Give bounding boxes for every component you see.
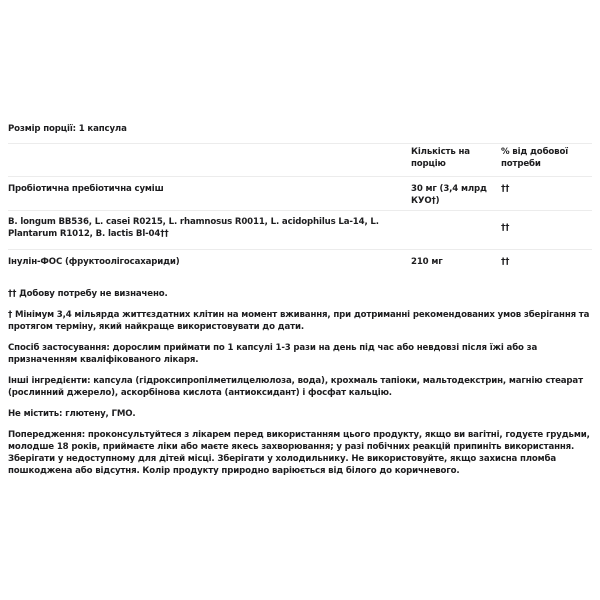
- daily-value-note: †† Добову потребу не визначено.: [8, 289, 168, 299]
- header-amount: Кількість на порцію: [411, 144, 501, 177]
- minimum-note: † Мінімум 3,4 мільярда життєздатних клітин на момент вживання, при дотриманні рекомендованих умов зберігання та протягом терміну, який найкраще використовувати до дати.: [8, 310, 590, 332]
- warning: Попередження: проконсультуйтеся з лікарем перед використанням цього продукту, якщо ви вагітні, годуєте грудьми, молодше 18 років, приймаєте ліки або маєте якесь захворювання; у разі побічних реакцій припиніть використання. Зберігати у недоступному для дітей місці. Зберігати у холодильнику. Не використовуйте, якщо захисна пломба пошкоджена або відсутня. Колір продукту природно варіюється від білого до коричневого.: [8, 430, 590, 476]
- table-row: [8, 211, 592, 250]
- supplement-table: [8, 144, 592, 272]
- header-ingredient: [8, 144, 411, 177]
- free-of: Не містить: глютену, ГМО.: [8, 409, 136, 419]
- ingredient-amount: 210 мг: [411, 257, 443, 267]
- ingredient-daily-value: ††: [501, 211, 592, 250]
- table-header: [8, 144, 592, 177]
- ingredient-amount: [411, 211, 501, 250]
- header-daily-value: % від добової потреби: [501, 144, 592, 177]
- usage-instructions: Спосіб застосування: дорослим приймати по 1 капсулі 1-3 рази на день під час або невдовзі після їжі або за призначенням кваліфікованого лікаря.: [8, 343, 538, 365]
- ingredient-name: Пробіотична пребіотична суміш: [8, 177, 411, 211]
- serving-size: Розмір порції: 1 капсула: [8, 123, 592, 144]
- table-row: [8, 250, 592, 273]
- table-row: [8, 177, 592, 211]
- ingredient-daily-value: ††: [501, 257, 510, 267]
- supplement-facts: [8, 123, 592, 486]
- notes-section: [8, 288, 592, 477]
- ingredient-name: B. longum BB536, L. casei R0215, L. rhamnosus R0011, L. acidophilus La-14, L. Plantarum R1012, B. lactis Bl-04††: [8, 211, 411, 250]
- other-ingredients: Інші інгредієнти: капсула (гідроксипропілметилцелюлоза, вода), крохмаль тапіоки, мальтодекстрин, магнію стеарат (рослинний джерело), аскорбінова кислота (антиоксидант) і фосфат кальцію.: [8, 376, 583, 398]
- ingredient-daily-value: ††: [501, 177, 592, 211]
- ingredient-amount: 30 мг (3,4 млрд КУО†): [411, 177, 501, 211]
- ingredient-name: Інулін-ФОС (фруктоолігосахариди): [8, 257, 180, 267]
